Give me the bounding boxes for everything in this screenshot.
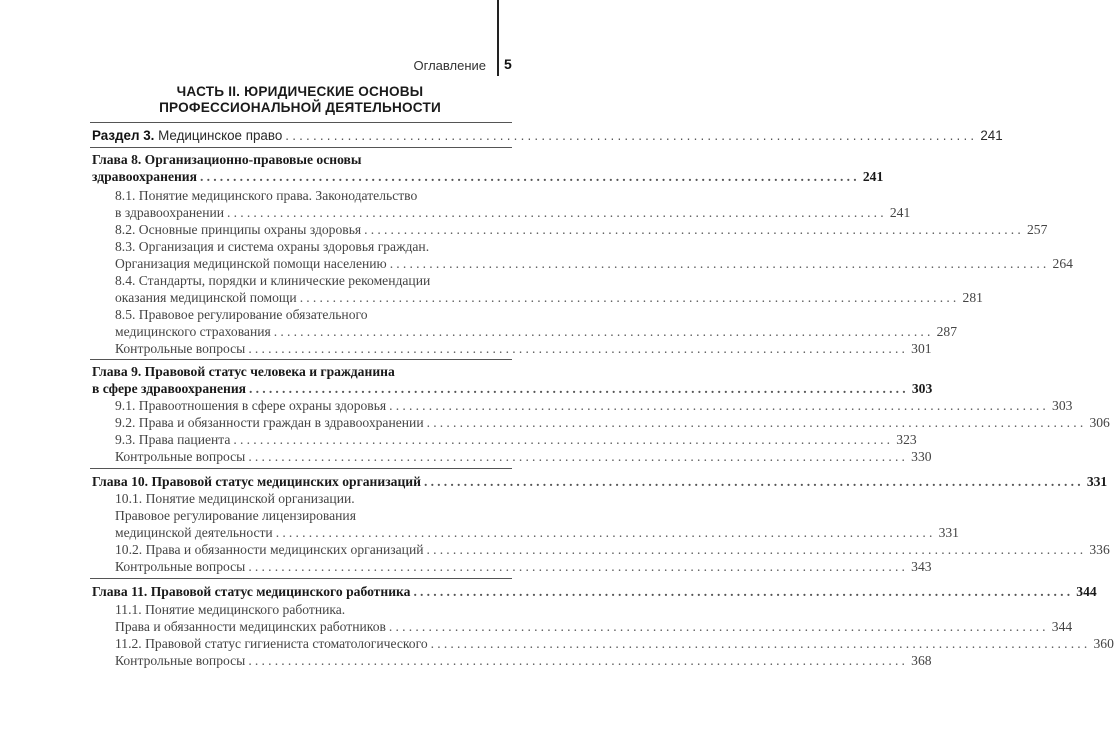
toc-item-11-2[interactable] xyxy=(0,635,1114,652)
page-number: 5 xyxy=(504,56,512,72)
toc-page-number: 241 xyxy=(889,205,911,220)
item-8-4-line-1: 8.4. Стандарты, порядки и клинические рекомендации xyxy=(115,273,431,288)
divider xyxy=(90,359,512,360)
chapter-title: в сфере здравоохранения xyxy=(92,381,247,396)
toc-page-number: 301 xyxy=(911,341,932,356)
dot-leader: .................................................................................................... xyxy=(248,341,909,356)
item-title: медицинской деятельности xyxy=(115,525,273,540)
chapter-8-title-line-1: Глава 8. Организационно-правовые основы xyxy=(92,152,362,167)
dot-leader: .................................................................................................... xyxy=(273,324,934,339)
toc-page-number: 264 xyxy=(1052,256,1073,271)
item-title: Контрольные вопросы xyxy=(115,449,246,464)
toc-page-number: 287 xyxy=(936,324,958,339)
dot-leader: .................................................................................................... xyxy=(388,619,1049,634)
dot-leader: .................................................................................................... xyxy=(430,636,1091,651)
item-title: 10.2. Права и обязанности медицинских организаций xyxy=(115,542,424,557)
toc-page-number: 303 xyxy=(911,381,933,396)
chapter-title: Глава 11. Правовой статус медицинского работника xyxy=(92,584,411,599)
toc-page-number: 336 xyxy=(1089,542,1110,557)
dot-leader: .................................................................................................... xyxy=(364,222,1024,237)
toc-item-8-3[interactable] xyxy=(0,255,1073,272)
divider xyxy=(90,578,512,579)
item-title: 9.2. Права и обязанности граждан в здравоохранении xyxy=(115,415,424,430)
item-title: Организация медицинской помощи населению xyxy=(115,256,387,271)
toc-item-10-2[interactable] xyxy=(0,541,1110,558)
dot-leader: .................................................................................................... xyxy=(299,290,960,305)
chapter-title: здравоохранения xyxy=(92,169,197,184)
toc-chapter-10[interactable] xyxy=(0,473,1108,490)
dot-leader: .................................................................................................... xyxy=(275,525,936,540)
dot-leader: .................................................................................................... xyxy=(248,559,909,574)
dot-leader: .................................................................................................... xyxy=(248,653,909,668)
toc-page-number: 303 xyxy=(1052,398,1073,413)
item-11-1-line-1: 11.1. Понятие медицинского работника. xyxy=(115,602,346,617)
chapter-9-title-line-1: Глава 9. Правовой статус человека и гражданина xyxy=(92,364,395,379)
toc-item-10-1[interactable] xyxy=(0,524,959,541)
dot-leader: .................................................................................................... xyxy=(426,542,1087,557)
section-title: Медицинское право xyxy=(158,128,283,143)
toc-item-10-questions[interactable] xyxy=(0,558,932,575)
toc-item-11-questions[interactable] xyxy=(0,652,932,669)
chapter-title: Глава 10. Правовой статус медицинских организаций xyxy=(92,474,421,489)
toc-page-number: 323 xyxy=(896,432,917,447)
toc-item-8-4[interactable] xyxy=(0,289,983,306)
toc-item-9-1[interactable] xyxy=(0,397,1073,414)
item-8-3-line-1: 8.3. Организация и система охраны здоровья граждан. xyxy=(115,239,430,254)
toc-page-number: 344 xyxy=(1076,584,1097,599)
toc-chapter-11[interactable] xyxy=(0,583,1097,600)
item-title: Права и обязанности медицинских работников xyxy=(115,619,386,634)
dot-leader: .................................................................................................... xyxy=(423,474,1084,489)
toc-page-number: 241 xyxy=(980,128,1003,143)
dot-leader: .................................................................................................... xyxy=(233,432,894,447)
part-title-line-1: ЧАСТЬ II. ЮРИДИЧЕСКИЕ ОСНОВЫ xyxy=(176,84,424,99)
toc-item-9-3[interactable] xyxy=(0,431,917,448)
toc-page-number: 330 xyxy=(911,449,932,464)
divider xyxy=(90,468,512,469)
dot-leader: .................................................................................................... xyxy=(248,449,909,464)
item-title: 8.2. Основные принципы охраны здоровья xyxy=(115,222,362,237)
divider xyxy=(90,147,512,148)
dot-leader: .................................................................................................... xyxy=(389,398,1050,413)
toc-page-number: 306 xyxy=(1089,415,1110,430)
toc-page-number: 257 xyxy=(1027,222,1048,237)
dot-leader: .................................................................................................... xyxy=(413,584,1074,599)
toc-item-8-5[interactable] xyxy=(0,323,958,340)
item-title: медицинского страхования xyxy=(115,324,271,339)
toc-page-number: 331 xyxy=(1086,474,1108,489)
toc-page-number: 368 xyxy=(911,653,932,668)
toc-section-3[interactable] xyxy=(0,127,1003,144)
dot-leader: .................................................................................................... xyxy=(426,415,1087,430)
item-title: 9.3. Права пациента xyxy=(115,432,231,447)
toc-page-number: 343 xyxy=(911,559,932,574)
item-title: Контрольные вопросы xyxy=(115,559,246,574)
toc-page-number: 241 xyxy=(862,169,884,184)
dot-leader: .................................................................................................... xyxy=(227,205,887,220)
running-head-title: Оглавление xyxy=(413,58,486,73)
toc-item-8-2[interactable] xyxy=(0,221,1048,238)
item-title: Контрольные вопросы xyxy=(115,653,246,668)
item-title: Контрольные вопросы xyxy=(115,341,246,356)
dot-leader: .................................................................................................... xyxy=(285,128,978,143)
toc-item-8-questions[interactable] xyxy=(0,340,932,357)
item-10-1-line-1: 10.1. Понятие медицинской организации. xyxy=(115,491,355,506)
toc-chapter-8[interactable] xyxy=(0,168,884,185)
item-8-5-line-1: 8.5. Правовое регулирование обязательного xyxy=(115,307,368,322)
toc-item-9-2[interactable] xyxy=(0,414,1110,431)
part-title-line-2: ПРОФЕССИОНАЛЬНОЙ ДЕЯТЕЛЬНОСТИ xyxy=(159,100,441,115)
toc-item-8-1[interactable] xyxy=(0,204,911,221)
toc-page-number: 360 xyxy=(1093,636,1114,651)
part-title xyxy=(90,84,510,116)
item-title: оказания медицинской помощи xyxy=(115,290,297,305)
toc-item-9-questions[interactable] xyxy=(0,448,932,465)
item-10-1-line-2: Правовое регулирование лицензирования xyxy=(115,508,356,523)
item-title: 9.1. Правоотношения в сфере охраны здоровья xyxy=(115,398,387,413)
part-rule xyxy=(90,122,512,123)
item-title: в здравоохранении xyxy=(115,205,225,220)
item-title: 11.2. Правовой статус гигиениста стоматологического xyxy=(115,636,428,651)
toc-page-number: 281 xyxy=(962,290,983,305)
toc-page-number: 331 xyxy=(938,525,959,540)
toc-chapter-9[interactable] xyxy=(0,380,933,397)
toc-item-11-1[interactable] xyxy=(0,618,1073,635)
header-rule xyxy=(497,0,499,76)
section-label: Раздел 3. xyxy=(92,128,155,143)
dot-leader: .................................................................................................... xyxy=(389,256,1050,271)
item-8-1-line-1: 8.1. Понятие медицинского права. Законодательство xyxy=(115,188,418,203)
dot-leader: .................................................................................................... xyxy=(200,169,860,184)
toc-page-number: 344 xyxy=(1051,619,1073,634)
dot-leader: .................................................................................................... xyxy=(249,381,909,396)
